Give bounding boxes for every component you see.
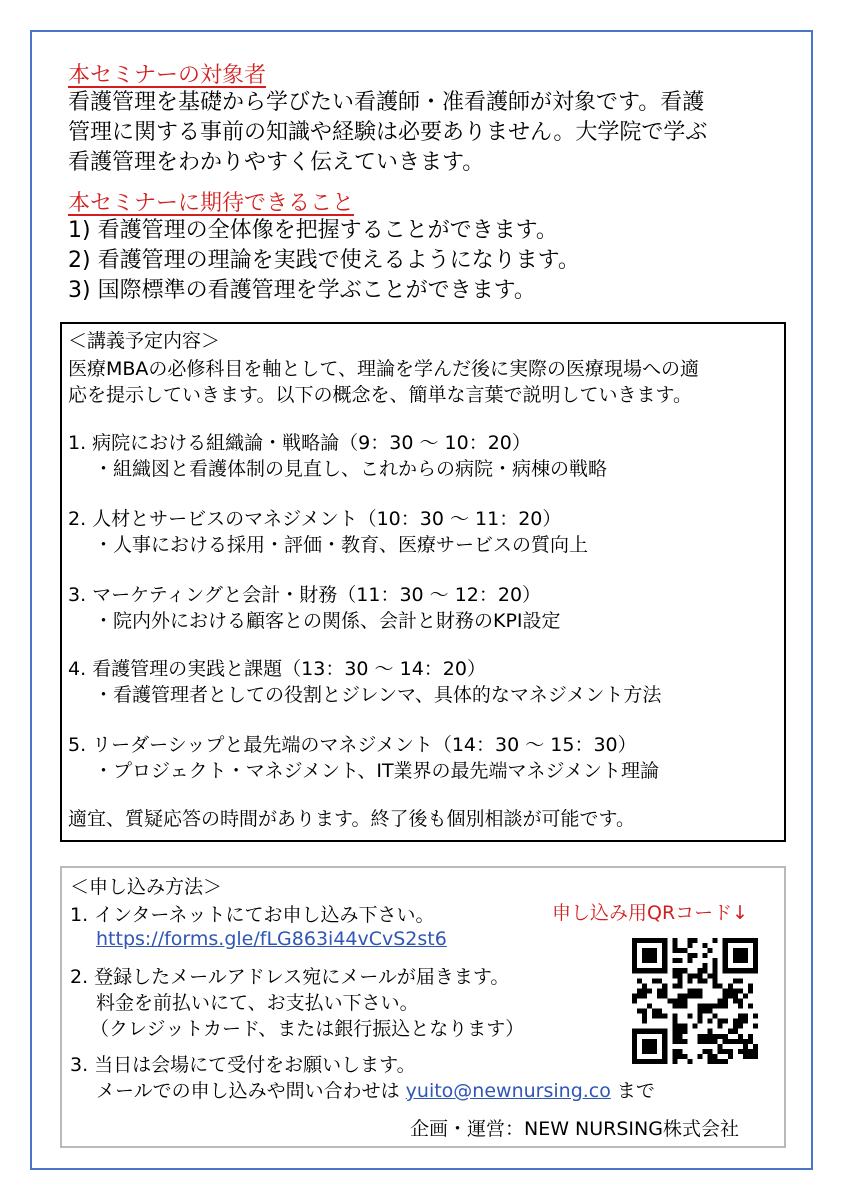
expect-line: 2) 看護管理の理論を実践で使えるようになります。	[68, 248, 580, 273]
lecture-item-detail: ・プロジェクト・マネジメント、IT業界の最先端マネジメント理論	[94, 760, 659, 782]
target-line: 管理に関する事前の知識や経験は必要ありません。大学院で学ぶ	[68, 120, 708, 145]
expect-line: 3) 国際標準の看護管理を学ぶことができます。	[68, 278, 536, 303]
apply-step1: 1. インターネットにてお申し込み下さい。	[70, 904, 435, 926]
apply-step3: 3. 当日は会場にて受付をお願いします。	[70, 1054, 416, 1076]
lecture-item-title: 3. マーケティングと会計・財務（11：30 〜 12：20）	[68, 584, 542, 606]
target-line: 看護管理をわかりやすく伝えていきます。	[68, 150, 485, 175]
lecture-item-detail: ・看護管理者としての役割とジレンマ、具体的なマネジメント方法	[94, 684, 662, 706]
lecture-item-detail: ・院内外における顧客との関係、会計と財務のKPI設定	[94, 610, 561, 632]
lecture-item-detail: ・組織図と看護体制の見直し、これからの病院・病棟の戦略	[94, 458, 608, 480]
contact-prefix: メールでの申し込みや問い合わせは	[96, 1080, 400, 1102]
lecture-closing: 適宜、質疑応答の時間があります。終了後も個別相談が可能です。	[68, 808, 635, 830]
qr-code-icon[interactable]	[632, 938, 758, 1064]
lecture-item-detail: ・人事における採用・評価・教育、医療サービスの質向上	[94, 534, 589, 556]
expect-line: 1) 看護管理の全体像を把握することができます。	[68, 218, 558, 243]
lecture-intro: 応を提示していきます。以下の概念を、簡単な言葉で説明していきます。	[68, 384, 692, 406]
organizer: 企画・運営：NEW NURSING株式会社	[410, 1118, 739, 1140]
lecture-item-title: 2. 人材とサービスのマネジメント（10：30 〜 11：20）	[68, 508, 562, 530]
qr-label: 申し込み用QRコード↓	[552, 902, 749, 924]
lecture-intro: 医療MBAの必修科目を軸として、理論を学んだ後に実際の医療現場への適	[68, 358, 700, 380]
contact-email-link[interactable]: yuito@newnursing.co	[405, 1080, 611, 1102]
contact-suffix: まで	[616, 1080, 655, 1102]
apply-contact	[96, 1078, 655, 1104]
expect-heading: 本セミナーに期待できること	[68, 191, 355, 216]
apply-step2-line: （クレジットカード、または銀行振込となります）	[90, 1018, 525, 1040]
apply-step2: 2. 登録したメールアドレス宛にメールが届きます。	[70, 966, 510, 988]
target-line: 看護管理を基礎から学びたい看護師・准看護師が対象です。看護	[68, 90, 705, 115]
lecture-item-title: 1. 病院における組織論・戦略論（9：30 〜 10：20）	[68, 432, 531, 454]
lecture-heading: ＜講義予定内容＞	[68, 330, 221, 352]
apply-form-link[interactable]: https://forms.gle/fLG863i44vCvS2st6	[96, 928, 447, 950]
target-heading: 本セミナーの対象者	[68, 63, 267, 88]
apply-heading: ＜申し込み方法＞	[70, 876, 223, 898]
lecture-item-title: 4. 看護管理の実践と課題（13：30 〜 14：20）	[68, 658, 486, 680]
apply-step2-line: 料金を前払いにて、お支払い下さい。	[96, 992, 419, 1014]
lecture-item-title: 5. リーダーシップと最先端のマネジメント（14：30 〜 15：30）	[68, 734, 637, 756]
